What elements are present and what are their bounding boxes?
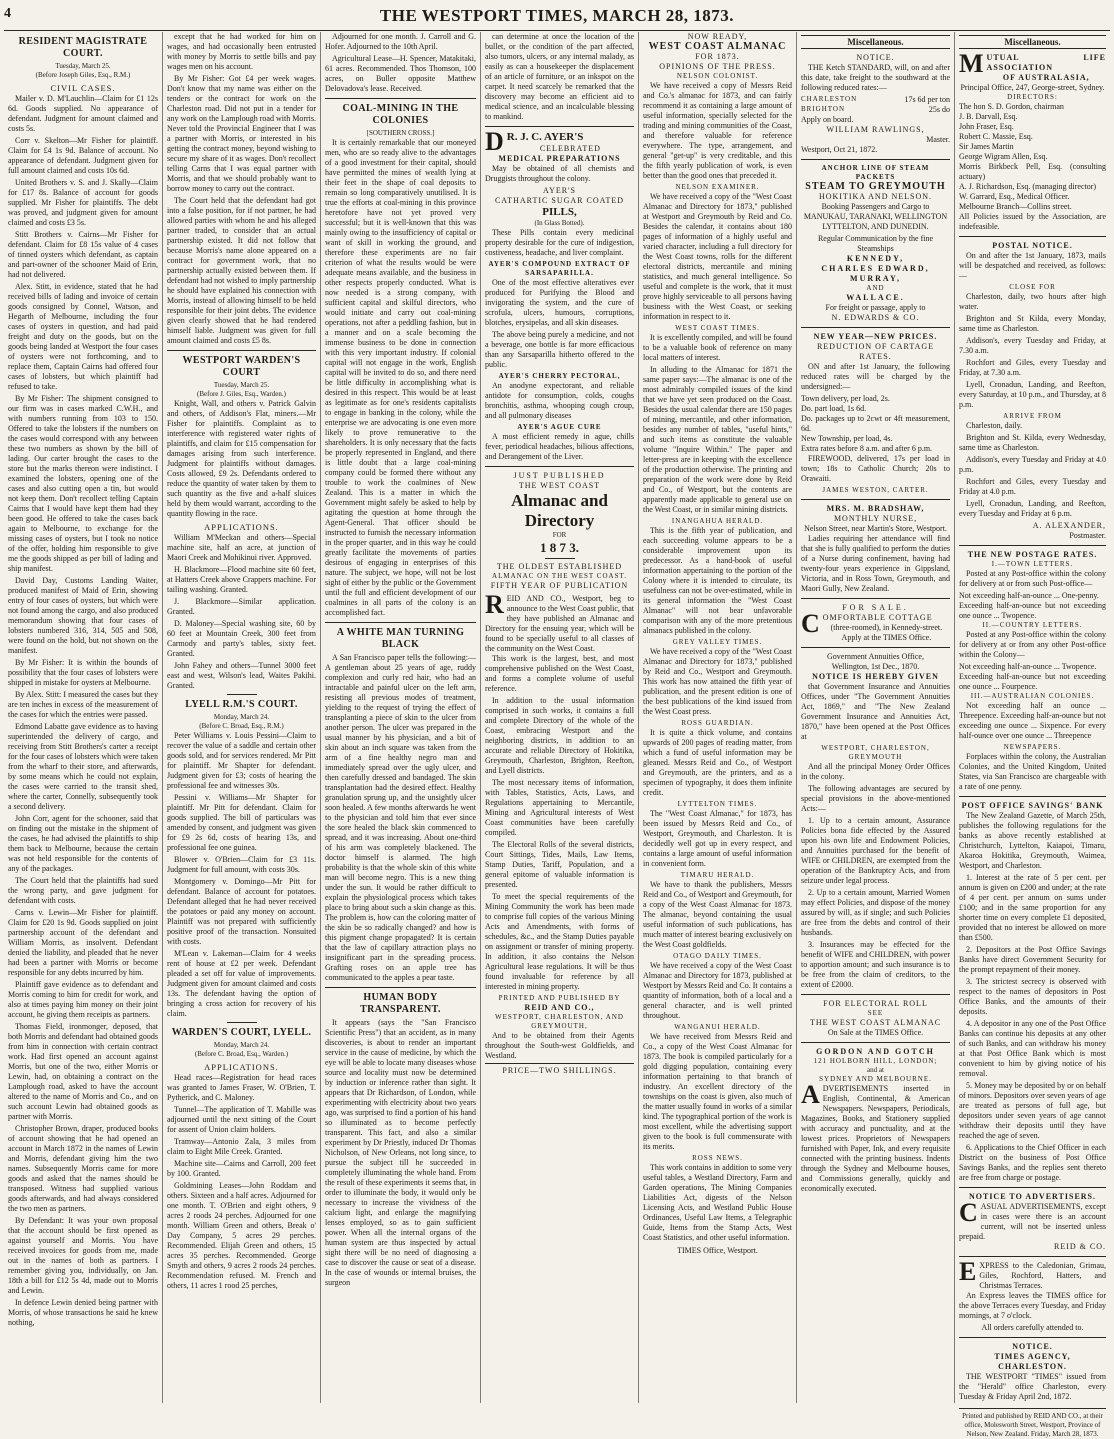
almanac-price: PRICE—TWO SHILLINGS. [485,1063,634,1076]
apply-on-board: Apply on board. [801,115,854,124]
press-quote: We have to thank the publishers, Messrs Reid and Co., of Westport and Greymouth, for a copy of the West Coast Almanac for 1873. The almanac, beyond containing the usual useful information of such publications, has much matter of interest bearing exclusively on the West Coast goldfields. [643,880,792,949]
ayer-dropcap: D [485,127,504,156]
savings-item: 4. A depositor in any one of the Post Office Banks can continue his deposits at any other of such Banks, and can withdraw his money at that Post Office Bank which is most convenient to him by giving notice of his removal. [959,1019,1106,1078]
almanac-fifth: FIFTH YEAR OF PUBLICATION [490,581,629,590]
section-divider [485,466,634,467]
director-entry: George Wigram Allen, Esq. [959,152,1048,161]
ayer-pills: PILLS, [542,206,577,218]
gordon-gotch-address: 121 HOLBORN HILL, LONDON; [813,1057,938,1065]
steam-title: STEAM TO GREYMOUTH [805,181,946,192]
director-entry: The hon S. D. Gordon, chairman [959,102,1064,111]
times-office: TIMES Office, Westport. [677,1246,758,1255]
column-2 [162,32,320,1403]
article-paragraph: David Day, Customs Landing Waiter, produced manifest of Maid of Erin, showing entry of four cases of oysters, but which were not found among the cargo, and also produced memorandum showing that four cases of lobsters numbered 316, 314, 505 and 508, were found on the hold, but not shown on the manifest. [8,576,158,655]
ketch-date: Westport, Oct 21, 1872. [801,145,878,154]
postal-item: Charleston, daily, two hours after high water. [959,292,1106,311]
almanac-dropcap: R [485,590,504,619]
savings-item: 3. The strictest secrecy is observed with respect to the names of depositors in Post Office Banks, and the amounts of their deposits. [959,977,1106,1016]
almanac-advertisement [485,471,634,1076]
column-7 [954,32,1110,1438]
section-divider [325,98,476,99]
section-divider [959,796,1106,797]
for-sale-text: OMFORTABLE COTTAGE [822,613,933,622]
savings-text: The New Zealand Gazette, of March 25th, publishes the following regulations for the banks as above recently established at Christchurch, Lyttelton, Kaiapoi, Timaru, Akaroa Hokitika, Greymouth, Waimea, Westport, and Charleston. [959,811,1106,870]
masthead-title: THE WESTPORT TIMES, MARCH 28, 1873. [379,6,735,25]
civil-cases-subhead: CIVIL CASES. [50,83,116,93]
ayer-ague-title: AYER'S AGUE CURE [517,423,602,431]
article-paragraph: Mailer v. D. M'Lauchlin—Claim for £1 12s 6d. Goods supplied. No appearance of defendant. Judgment for amount claimed and costs 5s. [8,94,158,133]
rate-row: BRIGHTON 25s do [801,105,950,114]
rate-line: Extra rates before 8 a.m. and after 6 p.m. [801,444,933,453]
column-3 [320,32,480,1403]
for-sale-apply: Apply at the TIMES Office. [841,633,932,642]
ayer-ague-text: A most efficient remedy in ague, chills fever, periodical headaches, bilious affections, and Derangement of the Liver. [485,432,634,461]
rm-court-before: (Before Joseph Giles, Esq., R.M.) [35,71,131,79]
press-quote: We have received a copy of the West Coast Almanac and Directory for 1873, published at Westport by Messrs Reid and Co. It contains a quantity of information, both of a local and a general character, and is well printed throughout. [643,961,792,1020]
express-dropcap: E [959,1257,977,1286]
gordon-gotch-title: GORDON AND GOTCH [816,1047,935,1056]
mutual-dropcap: M [959,49,984,78]
gordon-gotch-dropcap: A [801,1080,820,1109]
almanac-paragraph: The most necessary items of information, with Tables, Statistics, Acts, Laws, and Regulations appertaining to Mercantile, Mining and Agricultural interests of West Coast communities have been carefully compiled. [485,778,634,837]
new-year-text: ON and after 1st January, the following reduced rates will be charged by the undersigned:— [801,362,950,391]
article-paragraph: J. Blackmore—Similar application. Granted. [167,597,316,616]
almanac-oldest2: ALMANAC ON THE WEST COAST. [492,572,627,580]
electoral-see: SEE [867,1009,884,1017]
article-paragraph: The Court held that the plaintiffs had sued the wrong party, and gave judgment for defendant with costs. [8,876,158,905]
postal-item: Addison's, every Tuesday and Friday at 4.0 p.m. [959,455,1106,474]
savings-item: 6. Applications to the Chief Officer in each District on the business of Post Office Savings Banks, and the replies sent thereto are free from charge or postage. [959,1143,1106,1182]
section-divider [325,622,476,623]
postal-item: Rochfort and Giles, every Tuesday and Friday at 4.0 p.m. [959,477,1106,496]
mutual-note: All Policies issued by the Association, are indefeasible. [959,212,1106,231]
press-source: TIMARU HERALD. [680,871,755,879]
almanac-greymouth: GREYMOUTH, [531,1022,588,1030]
postal-item: Brighton and St. Kilda, every Wednesday, same time as Charleston. [959,433,1106,452]
ayer-ayers: AYER'S [543,186,576,195]
article-paragraph: Pessini v. Williams—Mr Shapter for plaintiff. Mr Pitt for defendant. Claim for goods supplied. The bill of particulars was amended by consent, and judgment was given for £9 2s 6d, costs of hearing 13s, and professional fee one guinea. [167,793,316,852]
agency-name: TIMES AGENCY, CHARLESTON. [994,1352,1071,1371]
steam-text: Booking Passengers and Cargo to MANUKAU, TARANAKI, WELLINGTON LYTTELTON, AND DUNEDIN. [803,202,948,231]
gov-text: The following advantages are secured by special provisions in the above-mentioned Acts:— [801,784,950,813]
director-entry: A. J. Richardson, Esq. (managing director) [959,182,1097,191]
postage-text: Forplaces within the colony, the Australian Colonies, and the United Kingdom, United States, via San Francisco are chargeable with a rate of one penny. [959,752,1106,791]
section-divider [167,350,316,351]
applications-subhead: APPLICATIONS. [204,522,279,532]
ayer-celebrated: CELEBRATED [539,144,601,153]
savings-item: 1. Interest at the rate of 5 per cent. per annum is given on £200 and under; at the rate of 4 per cent. per annum on sums under £100; and in the same proportion for any shorter time on every complete £1 deposited, provided that no interest be allowed on more than £500. [959,873,1106,942]
director-entry: Sir James Martin [959,142,1014,151]
mutual-office: Principal Office, 247, George-street, Sydney. [960,83,1105,92]
new-year-reduction: REDUCTION OF CARTAGE [816,342,935,351]
article-paragraph: D. Maloney—Special washing site, 60 by 60 feet at Mountain Creek, 300 feet from Carmody and party's tables, sixty feet. Granted. [167,619,316,658]
ship-name: KENNEDY, [846,254,905,263]
mutual-directors: DIRECTORS: [1007,93,1058,101]
postage-newspapers: NEWSPAPERS. [1003,743,1062,751]
director-entry: John Fraser, Esq. [959,122,1014,131]
press-quote: We have received a copy of Messrs Reid and Co.'s almanac for 1873, and can fairly recommend it as containing a large amount of useful information, specially selected for the trading and mining communities of the Coast, and therefore valuable for reference everywhere. The type, arrangement, and general "get-up" is very creditable, and this the fifth yearly publication of work, is even better than the good ones that preceded it. [643,81,792,180]
article-paragraph: It appears (says the "San Francisco Scientific Press") that an accident, as in many discoveries, is about to render an important service in the cause of medicine, by which the eye will be able to locate many diseases whose source and locality must now be determined by induction or inference rather than sight. It appears that Dr Richardson, of London, while experimenting with electricity about two years ago, was surprised to find a portion of his hand so illuminated as to become perfectly transparent. This fact, and also a similar experiment by Dr Priestly, induced Dr Thomas Nicholson, of New Orleans, not long since, to pursue the subject till he succeeded in completely illuminating the whole hand. From the result of these experiments it seems that, in order to illuminate the body, it would only be necessary to increase the vividness of the calcium light, and enlarge the magnifying lenses employed, so as to gain sufficient power. When all the internal organs of the human system are thus inspected by actual sight there will be no need of diagnosing a case to discover the cause or seat of a disease. In the case of wounds or internal bruises, the surgeon [325,1018,476,1287]
westport-wardens-court-title: WESTPORT WARDEN'S COURT [182,355,301,378]
new-year-title: NEW YEAR—NEW PRICES. [813,332,938,341]
postage-text: Posted at any Post-office within the colony for delivery at or from such Post-office— [959,569,1106,588]
article-paragraph: Tunnel—The application of T. Mabille was adjourned until the next sitting of the Court for assent of Union claim holders. [167,1105,316,1134]
article-paragraph: William M'Meckan and others—Special machine site, half an acre, at junction of Maori Creek and Mohikinui river. Approved. [167,533,316,562]
article-paragraph: By Mr Fisher: Got £4 per week wages. Don't know that my name was either on the tenders or the contract for work on the Charleston road. Did not put in a tender for any work on the Lamplough road with Morris. Never told the Provincial Engineer that I was a partner with Morris, or interested in his getting the contract money, beyond wishing to secure my share of it as wages. Don't recollect telling Carns that I was equal partner with Morris, and that we should probably want to borrow money to carry out the contract. [167,74,316,193]
lyell-rm-court-title: LYELL R.M.'S COURT. [185,699,298,710]
ayer-obtained: May be obtained of all chemists and Druggists throughout the colony. [485,164,634,183]
west-coast-almanac: WEST COAST ALMANAC [648,41,787,52]
masthead [4,4,1110,31]
agency-text: THE WESTPORT "TIMES" issued from the "Herald" office Charleston, every Tuesday & Friday April 2nd, 1872. [959,1372,1106,1401]
article-paragraph: except that he had worked for him on wages, and had occasionally been entrusted with money by Morris to settle bills and pay wages men on his account. [167,32,316,71]
director-entry: Robert C. Massie, Esq. [959,132,1033,141]
article-paragraph: H. Blackmore—Flood machine site 60 feet, at Hatters Creek above Crappers machine. For tailing washing. Granted. [167,565,316,594]
postage-rates-title: THE NEW POSTAGE RATES. [967,550,1098,559]
lyell-wardens-before: (Before C. Broad, Esq., Warden.) [194,1050,289,1058]
almanac-publisher: REID AND CO., [524,1003,595,1012]
rm-court-title: RESIDENT MAGISTRATE COURT. [18,36,148,59]
gov-text: that Government Insurance and Annuities Offices, under "The Government Annuities Act, 1869," and "The New Zealand Government Insurance and Annuities Act, 1870," have been opened at the Post Offices at [801,682,950,741]
postal-item: Rochfort and Giles, every Tuesday and Friday, at 7.30 a.m. [959,358,1106,377]
director-entry: Morris Birkbeck Pell, Esq. (consulting actuary) [959,162,1106,181]
section-divider [801,994,950,995]
notice-text: ASUAL ADVERTISEMENTS, except in cases were there is an account current, will not be inserted unless prepaid. [959,1202,1106,1241]
article-paragraph: Goldmining Leases—John Roddam and others. Sixteen and a half acres. Adjourned for one month. T. O'Brien and eight others, 9 acres 2 roods 24 perches. Adjourned for one month. William Green and others, Break o' Day Company, 5 acres 29 perches. Recommended. Elijah Green and others, 15 acres 35 perches. Recommended. George Smyth and others, 9 acres 2 roods 24 perches. Recommendation refused. M. French and others, 11 acres 1 rood 25 perches, [167,1181,316,1290]
express-text3: All orders carefully attended to. [981,1323,1084,1332]
ship-and: AND [866,284,885,292]
agency-notice-title: NOTICE. [1012,1342,1053,1351]
postal-arrive: ARRIVE FROM [1003,412,1062,420]
ketch-text: THE Ketch STANDARD, will, on and after this date, take freight to the southward at the following reduced rates:— [801,63,950,92]
lyell-before: (Before C. Broad, Esq., R.M.) [199,722,284,730]
for-sale-rooms: (three-roomed), in Kennedy-street. [830,623,943,632]
coal-mining-source: [SOUTHERN CROSS.] [366,129,435,137]
section-divider [959,236,1106,237]
almanac-coast: THE WEST COAST [518,481,601,490]
rate-row: CHARLESTON 17s 6d per ton [801,95,950,104]
divider [227,694,257,695]
white-man-black-title: A WHITE MAN TURNING BLACK [336,627,465,650]
press-quote: The "West Coast Almanac," for 1873, has been issued by Messrs Reid and Co., of Westport, Greymouth, and Charleston. It is decidedly well got up in every respect, and contains a large amount of useful information in convenient form. [643,809,792,868]
director-entry: Melbourne Branch—Collins street. [959,202,1072,211]
section-divider [485,126,634,127]
almanac-title: Almanac and Directory [511,491,608,530]
gov-notice: NOTICE IS HEREBY GIVEN [812,672,939,681]
press-source: GREY VALLEY TIMES. [672,638,763,646]
mutual-sub: OF AUSTRALASIA, [1002,73,1090,82]
new-year-rates: RATES. [859,352,892,361]
lyell-wardens-date: Monday, March 24. [213,1041,270,1049]
gov-item: 2. Up to a certain amount, Married Women may effect Policies, and dispose of the money assured by will, as if single; and such Policies are free from the debts and control of their husbands. [801,888,950,937]
almanac-text: EID AND CO., Westport, beg to announce to the West Coast public, that they have published an Almanac and Directory for the ensuing year, which will be found to be specially useful to all classes of the community on the West Coast. [485,594,634,653]
postage-australian: III.—AUSTRALIAN COLONIES. [970,692,1095,700]
ayer-pills-text: These Pills contain every medicinal property desirable for the cure of indigestion, costiveness, headache, and liver complaint. [485,228,634,257]
ayer-sarsaparilla-title: AYER'S COMPOUND EXTRACT OF SARSAPARILLA. [488,260,631,277]
rawlings-name: WILLIAM RAWLINGS, [826,125,925,134]
postmaster-name: A. ALEXANDER, [1032,521,1106,530]
postal-text: On and after the 1st January, 1873, mails will be despatched and received, as follows:— [959,251,1106,280]
press-quote: This is the fifth year of publication, and each succeeding volume appears to be a considerable improvement upon its predecessor. As a hand-book of useful information appertaining to the portion of the Colony where it is intended to circulate, its usefulness can not be over-estimated, while in its general information the "West Coast Almanac" will not bear unfavorable comparison with any of the more pretentious almanacs published in the colony. [643,526,792,635]
article-paragraph: By Mr Fisher: It is within the bounds of possibility that the four cases of lobsters were shipped in mistake for oysters at Melbourne. [8,658,158,687]
almanac-obtained: And to be obtained from their Agents throughout the South-west Goldfields, and Westland. [485,1031,634,1060]
postage-town: I.—TOWN LETTERS. [991,560,1074,568]
express-text: XPRESS to the Caledonian, Grimau, Giles, Rochford, Hatters, and Christmas Terraces. [979,1261,1106,1290]
divider [545,558,575,559]
ayer-cherry-title: AYER'S CHERRY PECTORAL, [498,372,621,380]
postage-country: II.—COUNTRY LETTERS. [982,621,1083,629]
coal-mining-title: COAL-MINING IN THE COLONIES [342,103,459,126]
press-quote: We have received a copy of the "West Coast Almanac and Directory for 1873," published at Westport and Greymouth by Reid and Co. Besides the calendar, it contains about 180 pages of information of a highly useful and varied character, including a full directory for the West Coast towns, rolls for the different electoral districts, mercantile and mining statistics, and much general intelligence. So useful and complete is the work, that it must prove highly serviceable to all persons having business with the West Coast, or seeking information in respect to it. [643,192,792,321]
columns [4,32,1110,1438]
section-divider [959,1187,1106,1188]
almanac-for: FOR [552,531,567,539]
almanac-for-year: FOR 1873. [695,52,740,61]
almanac-paragraph: In addition to the usual information comprised in such works, it contains a full and complete Directory of the whole of the Coast, embracing Westport and the neighboring districts, in addition to an accurate and reliable Directory of Hokitika, Greymouth, Charleston, Brighton, Reefton, and Lyell districts. [485,696,634,775]
postage-rate: Not exceeding half-an-ounce ... One-penny. [959,591,1099,600]
postal-item: Brighton and St Kilda, every Monday, same time as Charleston. [959,314,1106,333]
article-paragraph: Tramway—Antonio Zala, 3 miles from claim to Eight Mile Creek. Granted. [167,1137,316,1156]
steam-sub: HOKITIKA AND NELSON. [818,192,933,201]
notice-advertisers-title: NOTICE TO ADVERTISERS. [968,1192,1096,1201]
press-source: WEST COAST TIMES. [675,324,760,332]
section-divider [959,545,1106,546]
article-paragraph: Blower v. O'Brien—Claim for £3 11s. Judgment for full amount, with costs 30s. [167,855,316,874]
press-source: ROSS GUARDIAN. [681,719,754,727]
almanac-printed-by: PRINTED AND PUBLISHED BY [498,994,621,1002]
rate-line: Town delivery, per load, 2s. [801,394,890,403]
section-divider [801,159,950,160]
article-paragraph: Head races—Registration for head races was granted to James Fraser, W. O'Brien, T. Pytherick, and C. Maloney. [167,1073,316,1102]
divider [227,1022,257,1023]
article-paragraph: Christopher Brown, draper, produced books of account showing that he had opened an account in March 1872 in the names of Lewin and Morris, defendant giving him the two names. Subsequently Morris came for more goods and asked that the names should be transposed. Witness had supplied various goods afterwards, and had always considered the two men as partners. [8,1124,158,1213]
article-paragraph: It is certainly remarkable that our moneyed men, who are so ready alive to the advantages of a good investment for their capital, should have permitted the mines of wealth lying at their feet in the shape of coal deposits to remain so long comparatively unutilised. It is true the efforts at coal-mining in this province heretofore have not yet proved very successful; but it is well-known that this was mainly owing to the insufficiency of capital or want of skill in working the ground, and therefore these experiments are no fair criterion of what the results would be were adequate means available, and the business in other respects properly conducted. What is now needed is a strong company, with sufficient capital and skilful directors, who would initiate and carry out coal-mining operations, not after a peddling fashion, but in a manner and on a scale becoming the immense business to be done in connection with this very important industry. If colonial capital will not engage in the work, English capital will be invited to do so, and there need be little difficulty in accomplishing what is desired in this respect. This would be at least as legitimate as for one's residents capitalists to engage in banking in the colony, while the enterprise we are advocating is one even more likely to prove remunerative to the shareholders. It is only necessary that the facts be properly represented in England, and there is little doubt that a large coal-mining company could be formed there without any trouble to work the coalmines of New Zealand. This is a matter in which the Government might safely be asked to help by agitating the question at home through the Agent-General. That officer should be instructed to furnish the necessary information in the proper quarter, and in this way he could greatly facilitate the movements of parties desirous of engaging in enterprises of this nature. The subject, we hope, will not be lost sight of either by the public or the Government until the full and efficient development of our coalmines in all parts of the colony is an accomplished fact. [325,138,476,617]
gov-item: 3. Insurances may be effected for the benefit of WIFE and CHILDREN, with power to apportion amount; and such insurance is to be free from the claim of creditors, to the extent of £2000. [801,940,950,989]
anchor-line: ANCHOR LINE OF STEAM PACKETS [821,164,930,181]
carter-name: JAMES WESTON, CARTER. [822,486,929,494]
article-paragraph: By Defendant: It was your own proposal that the account should be first opened as against yourself and Morris. You have received invoices for goods from me, made out in the names of both as partners. I remember giving you, individually, on Jan. 18th a bill for £12 5s 4d, made out to Morris and Lewin. [8,1216,158,1295]
rate-line: New Township, per load, 4s. [801,434,893,443]
section-divider [801,327,950,328]
gordon-gotch-sydney: SYDNEY AND MELBOURNE. [819,1075,932,1083]
electoral-almanac: THE WEST COAST ALMANAC [809,1018,942,1027]
wardens-before: (Before J. Giles, Esq., Warden.) [197,390,286,398]
miscellaneous-header: Miscellaneous. [959,35,1106,49]
press-source: INANGAHUA HERALD. [671,517,764,525]
applications-subhead: APPLICATIONS. [204,1062,279,1072]
steam-agent: N. EDWARDS & CO. [831,313,920,322]
lyell-date: Monday, March 24. [213,713,270,721]
article-paragraph: can determine at once the location of the bullet, or the condition of the part affected, also tumors, ulcers, or any internal malady, as easily as can a housekeeper the displacement of an article of furniture, or an inkspot on the carpet. It need scarcely be remarked that the discovery may become an efficient aid to medical science, and an incalculable blessing to mankind. [485,32,634,121]
article-paragraph: Montgomery v. Domingo—Mr Pitt for defendant. Balance of account for potatoes. Defendant alleged that he had never received the potatoes or paid any money on account. Plaintiff was not prepared with sufficiently positive proof of the transaction. Nonsuited with costs. [167,877,316,946]
article-paragraph: M'Lean v. Lakeman—Claim for 4 weeks rent of house at £2 per week. Defendant pleaded a set off for value of improvements. Judgment given for amount claimed and costs 13s. The defendant having the option of bringing a cross action for recovery of his claim. [167,949,316,1018]
nurse-title: MRS. M. BRADSHAW, [826,504,925,513]
lyell-wardens-court-title: WARDEN'S COURT, LYELL. [171,1027,312,1038]
article-paragraph: Machine site—Cairns and Carroll, 200 feet by 100. Granted. [167,1159,316,1178]
postmaster-role: Postmaster. [1069,531,1106,540]
ayer-advertisement [485,127,634,462]
postage-rate: Not exceeding half-an-ounce ... Twopence. [959,662,1097,671]
miscellaneous-header: Miscellaneous. [801,35,950,49]
article-paragraph: Plaintiff gave evidence as to defendant and Morris coming to him for credit for work, and also at times paying him money on their joint account, he giving them receipts as partners. [8,980,158,1019]
rm-court-date: Tuesday, March 25. [55,62,111,70]
article-paragraph: Agricultural Lease—H. Spencer, Matakitaki, 61 acres. Recommended. Thos Thomson, 100 acres, on Buller opposite Matthew Delovadova's lease. Received. [325,54,476,93]
article-paragraph: Carns v. Lewin—Mr Fisher for plaintiff. Claim for £20 1s 9d. Goods supplied on joint partnership account of the defendant and William Morris, as insolvent. Defendant denied the liability, and pleaded that he never had been a partner with Morris or become responsible for any debts incurred by him. [8,908,158,977]
postal-item: Addison's, every Tuesday and Friday, at 7.30 a.m. [959,336,1106,355]
steam-apply: For freight or passage, apply to [825,303,926,312]
gordon-gotch-and: and at [867,1066,884,1074]
column-5 [638,32,796,1403]
almanac-oldest: THE OLDEST ESTABLISHED [496,562,623,571]
press-quote: We have received from Messrs Reid and Co., a copy of the West Coast Almanac for 1873. The book is compiled particularly for a gold digging population, containing every information pertaining to that branch of industry. An excellent directory of the townships on the coast is given, also much of the matter usually found in works of a similar kind. The typographical portion of the work is most excellent, while the advertising support given to the book is full commensurate with its merits. [643,1032,792,1151]
master-label: Master. [926,135,950,144]
just-published: JUST PUBLISHED [513,471,606,480]
rate-line: Do. part load, 1s 6d. [801,404,867,413]
section-divider [801,647,950,648]
ayer-name: R. J. C. AYER'S [506,131,584,143]
ketch-title: NOTICE. [856,53,895,62]
nurse-address: Nelson Street, near Martin's Store, Westport. [804,524,947,533]
ship-name: WALLACE. [846,293,905,302]
savings-item: 2. Depositors at the Post Office Savings Banks have direct Government Security for the prompt repayment of their money. [959,945,1106,974]
mutual-title: UTUAL LIFE ASSOCIATION [986,53,1106,72]
column-1 [4,32,162,1403]
gordon-gotch-text: DVERTISEMENTS inserted in English, Continental, & American Newspapers. Newspapers, Periodicals, Magazines, Books, and Stationery supplied with accuracy and punctuality, and at the lowest prices. Proprietors of Newspapers furnished with Paper, Ink, and every requisite connected with the printing business. Indents through the Sydney and Melbourne houses, and Commissions generally, quickly and economically executed. [801,1084,950,1193]
postage-rate: Exceeding half-an-ounce but not exceeding one ounce ... Twopence. [959,601,1106,620]
press-quote: We have received a copy of the "West Coast Almanac and Directory for 1873," published by Reid and Co., Westport and Greymouth. This work has now attained the fifth year of publication, and the present edition is one of the best publications of the kind issued from the West Coast press. [643,647,792,716]
section-divider [801,499,950,500]
director-entry: J. B. Darvall, Esq. [959,112,1018,121]
notice-sign: REID & CO. [1054,1242,1106,1251]
article-paragraph: In defence Lewin denied being partner with Morris, of whose transactions he said he knew nothing, [8,1298,158,1327]
section-divider [959,1337,1106,1338]
gov-item: 1. Up to a certain amount, Assurance Policies bona fide effected by the Assured upon his own life and Endowment Policies, and Annuities purchased for the benefit of WIFE or CHILDREN, are exempted from the operation of the Bankruptcy Acts, and from seizure under legal process. [801,816,950,885]
ship-name: CHARLES EDWARD, [821,264,930,273]
firewood-text: FIREWOOD, delivered, 17s per load in town; 18s to Catholic Church; 20s to Orawaiti. [801,454,950,483]
ayer-medical: MEDICAL PREPARATIONS [498,154,621,163]
article-paragraph: Peter Williams v. Louis Pessini—Claim to recover the value of a saddle and certain other goods sold, and for services rendered. Mr Pitt for plaintiff. Mr Shapter for defendant. Judgment given for £3; costs of hearing the professional fee and witnesses 30s. [167,731,316,790]
ayer-cathartic: CATHARTIC SUGAR COATED [494,196,625,205]
section-divider [325,987,476,988]
article-paragraph: By Mr Fisher: The shipment consigned to our firm was in cases marked C.W.H., and with numbers running from 103 to 150. Offered to take the lobsters if the numbers on the cases would correspond with any between these two numbers as shown by the bill of lading. Our carter brought the cases to the store but the marks thereon were indistinct. I examined the lobsters, opening one of the cases and also cutting open a tin, but would not keep them. Don't recollect telling Captain Cairns that I would have kept them had they been good. He offered to take the cases back again to Melbourne, to exchange for the missing cases of oysters, but I took no notice of the offer, holding him responsible to give me the goods shipped as per bill of lading and ship manifest. [8,394,158,573]
express-text2: An Express leaves the TIMES office for the above Terraces every Tuesday, and Friday mornings, at 7 o'clock. [959,1291,1106,1320]
press-source: NELSON COLONIST. [676,72,759,80]
electoral-roll-title: FOR ELECTORAL ROLL [823,999,928,1008]
gov-places: WESTPORT, CHARLESTON, GREYMOUTH [821,744,930,761]
imprint: Printed and published by REID AND CO., at their office, Molesworth Street, Westport, Province of Nelson, New Zealand. Friday, March 28, 1873. [959,1408,1106,1439]
article-paragraph: By Alex. Stitt: I measured the cases but they are ten inches in excess of the measurement of the cases for which the entries were passed. [8,690,158,719]
postage-text: Not exceeding half an ounce ... Threepence. Exceeding half-an-ounce but not exceeding one ounce ... Sixpence. For every half-ounce over one ounce ... Threepence [959,701,1106,740]
postal-item: Lyell, Cronadun, Landing, and Reefton, every Tuesday and Friday at 6 p.m. [959,499,1106,518]
press-source: LYTTELTON TIMES. [677,800,758,808]
article-paragraph: Adjourned for one month. J. Carroll and G. Hofer. Adjourned to the 10th April. [325,32,476,51]
postal-close: CLOSE FOR [1009,283,1056,291]
article-paragraph: Alex. Stitt, in evidence, stated that he had received bills of lading and invoice of certain goods consigned by Connel, Watson, and Hegarth of Melbourne, including the four cases of oysters in question, and had paid freight and duty on the goods, but on the goods being landed at Westport the four cases of oysters were not forthcoming, and to replace them, Captain Cairns had offered four cases of lobsters, but which plaintiff had refused to take. [8,282,158,391]
article-paragraph: Edmond Labatte gave evidence as to having superintended the delivery of cargo, and receiving from Stitt Brothers's carter a receipt for the four cases of lobsters which were taken from the wharf to their store, and afterwards, by some means which he could not explain, the cases were carried to the transit shed, where the carter, Connelly, subsequently took a second delivery. [8,722,158,811]
gov-text: And all the principal Money Order Offices in the colony. [801,762,950,781]
for-sale-dropcap: C [801,609,820,638]
section-divider [801,598,950,599]
ayer-cherry-text: An anodyne expectorant, and reliable antidote for consumption, colds, coughs bronchitis, asthma, whooping cough croup, and all pulmonary diseases [485,381,634,420]
press-quote: In alluding to the Almanac for 1871 the same paper says:—The almanac is one of the most admirably compiled issues of the kind that we have yet seen produced on the Coast. Besides the usual calendar there are 150 pages of mining, mercantile, and other information, besides any number of tables, "useful hints," and such items as constitute the valuable volume "Inquire Within." The paper and letter-press are in keeping with the excellence of the production otherwise. The printing and preparation of the work were done by Reid and Co., of Westport, but the contents are apparently made applicable to general use on the West Coast, or in similar mining districts. [643,365,792,514]
article-paragraph: A San Francisco paper tells the following:—A gentleman about 25 years of age, ruddy complexion and curly red hair, who had an intractable and painful ulcer on the left arm, resisting all previous modes of treatment, yielding to the request of trying the effect of transplanting a piece of skin to the ulcer from another person. The ulcer was prepared in the usual manner by his physician, and a bit of skin about an inch square was taken from the arm of a fine healthy negro man and immediately spread over the ugly ulcer, and then carefully dressed and bandaged. The skin transplantation had the desired effect. Healthy granulation sprung up, and the unsightly ulcer soon healed. A few months afterwards he went to the physician and told him that ever since the sore healed the black skin commenced to spread, and it was increasing. About one-third of his arm was completely blackened. The doctor himself is alarmed. The high probability is that the whole skin of this white man will become negro. This is a new thing under the sun. It would be rather difficult to explain the physiological process which takes place to bring about such a skin change as this. The problem is, how can the coloring matter of the skin be so radically changed? and how is this pigment change propagated? It is certain that the law of capillary attraction plays no insignificant part in the spreading process. Grafting roses on an apple tree has communicated to the apples a pear taste. [325,653,476,982]
human-body-transparent-title: HUMAN BODY TRANSPARENT. [360,992,441,1015]
almanac-paragraph: This work is the largest, best, and most comprehensive published on the West Coast, and forms a complete volume of useful reference. [485,654,634,693]
section-divider [959,1256,1106,1257]
almanac-places: WESTPORT, CHARLESTON, AND [495,1013,624,1021]
press-quote: This work contains in addition to some very useful tables, a Westland Directory, Farm and Garden operations, The Mining Companies Liabilities Act, digests of the Nelson Licensing Acts, and Westland Public House Ordinances, Useful Law Items, a Telegraphic Guide, Items from the Stamp Acts, West Coast Statistics, and other useful information. [643,1163,792,1242]
steam-regular: Regular Communication by the fine Steamships [817,234,934,253]
ayer-glass: (In Glass Botted). [534,219,585,227]
press-source: NELSON EXAMINER. [675,183,760,191]
press-quote: It is excellently compiled, and will be found to be a valuable book of reference on many local matters of interest. [643,333,792,362]
electoral-sale: On Sale at the TIMES Office. [827,1028,924,1037]
ketch-notice [801,53,950,155]
ayer-sarsaparilla-text: One of the most effective alteratives ever produced for Purifying the Blood and invigorating the system, and the cure of scrofula, ulcers, humours, corruptions, blotches, erysipelas, and all skin diseases. [485,278,634,327]
article-paragraph: Knight, Wall, and others v. Patrick Galvin and others, of Addison's Flat, miners.—Mr Fisher for plaintiffs. Complaint as to interference with registered water rights of plaintiffs, and claim for £15 compensation for damages arising from such interference. Judgment for plaintiffs without damages. Costs allowed, £9 2s. Defendants ordered to reduce the quantity of water taken by them to such quantity as the five and a-half sluices held by them would warrant, according to the quantity flowing in the race. [167,399,316,518]
nurse-sub: MONTHLY NURSE, [833,514,918,523]
article-paragraph: Stitt Brothers v. Cairns—Mr Fisher for defendant. Claim for £8 15s value of 4 cases of tinned oysters which defendant, as captain and part-owner of the schooner Maid of Erin, had not delivered. [8,230,158,279]
director-entry: W. Garrard, Esq., Medical Officer. [959,192,1070,201]
press-source: ROSS NEWS. [692,1154,743,1162]
article-paragraph: John Fahey and others—Tunnel 3000 feet east and west, Wilson's lead, Waites Pakihi. Granted. [167,661,316,690]
almanac-paragraph: To meet the special requirements of the Mining Community the work has been made to comprise full copies of the various Mining Acts and Amendments, with forms of schedules, &c., and the Stamp Duties payable on assignment or transfer of mining property. In addition, it also contains the Nelson Agricultural lease regulations. It will be thus found invaluable for reference by all interested in mining property. [485,892,634,991]
postal-item: Lyell, Cronadun, Landing, and Reefton, every Saturday, at 10 p.m., and Thursday, at 8 p.m. [959,380,1106,409]
almanac-year: 1 8 7 3. [540,540,579,555]
almanac-paragraph: The Electoral Rolls of the several districts, Court Sittings, Tides, Mails, Law Items, Stamp Duties, Tariff, Population, and a general epitome of valuable information is presented. [485,840,634,889]
savings-item: 5. Money may be deposited by or on behalf of minors. Depositors over seven years of age are treated as persons of full age, but depositors under seven years of age cannot withdraw their deposits until they have reached the age of seven. [959,1081,1106,1140]
opinions-of-press: OPINIONS OF THE PRESS. [659,62,776,71]
ship-name: MURRAY, [850,274,901,283]
wardens-date: Tuesday, March 25. [213,381,270,389]
article-paragraph: The Court held that the defendant had got into a false position, for if not partner, he had allowed parties with whom he and his alleged partner traded, to consider that an actual partnership existed. It did not follow that because Morris's name alone appeared on a contract for government work, that no partnership actually existed between them. If defendant had not wished to imply partnership he should have explained his connection with Morris, instead of allowing himself to be held responsible for their joint debts. The evidence given clearly showed that he had rendered himself liable. Judgment was given for full amount claimed and costs £5 8s. [167,196,316,345]
postal-item: Charleston, daily. [966,421,1023,430]
gov-date: Wellington, 1st Dec., 1870. [831,662,920,671]
postage-rate: Exceeding half-an-ounce but not exceeding one ounce ... Fourpence. [959,672,1106,691]
ayer-sarsaparilla-text2: The above being purely a medicine, and not a beverage, one bottle is far more efficacious than any Sarsaparilla hitherto offered to the public. [485,330,634,369]
article-paragraph: John Corr, agent for the schooner, said that on finding out the mistake in the shipment of the cases, he had advised the plaintiffs to ship them back to Melbourne, because the certain was not held responsible for the contents of any of the packages. [8,814,158,873]
postage-text: Posted at any Post-office within the colony for delivery at or from any other Post-office within the Colony— [959,630,1106,659]
column-6 [796,32,954,1403]
gov-office: Government Annuities Office, [827,652,924,661]
page-number: 4 [4,6,11,21]
column-4 [480,32,638,1403]
postal-notice-title: POSTAL NOTICE. [992,241,1073,250]
press-source: OTAGO DAILY TIMES. [673,952,762,960]
notice-dropcap: C [959,1198,978,1227]
article-paragraph: Corr v. Skelton—Mr Fisher for plaintiff. Claim for £4 1s 9d. Balance of account. No appearance of defendant. Judgment given for full amount claimed and costs 10s 6d. [8,136,158,175]
section-divider [801,1042,950,1043]
article-paragraph: Thomas Field, ironmonger, deposed, that both Morris and defendant had obtained goods from him in connection with certain contract work. Had first opened an account against Morris, but one of the two, either Morris or Lewin, had, on obtaining a contract on the Lamplough road, asked to have the account altered to the name of Morris and Co., and on such account Lewin had obtained goods as partner with Morris. [8,1022,158,1121]
nurse-text: Ladies requiring her attendance will find that she is fully qualified to perform the duties of a Nurse during confinement, having had twenty-four years experience in Gippsland, Victoria, and in Ross Town, Greymouth, and Maori Gully, New Zealand. [801,534,950,593]
for-sale-title: FOR SALE. [842,603,909,612]
rate-line: Do. packages up to 2cwt or 4ft measurement, 6d. [801,414,950,433]
press-quote: It is quite a thick volume, and contains upwards of 200 pages of reading matter, from which a fund of useful information may be gleaned. Messrs Reid and Co., of Westport and Greymouth, are the printers, and as a specimen of typography, it does them infinite credit. [643,728,792,797]
now-ready: NOW READY, [687,32,748,41]
article-paragraph: United Brothers v. S. and J. Skally—Claim for £17 8s. Balance of account for goods supplied. Mr Fisher for plaintiffs. The debt was proved, and judgment given for amount claimed and costs £3 5s. [8,178,158,227]
press-source: WANGANUI HERALD. [674,1023,761,1031]
savings-bank-title: POST OFFICE SAVINGS' BANK [961,801,1104,810]
